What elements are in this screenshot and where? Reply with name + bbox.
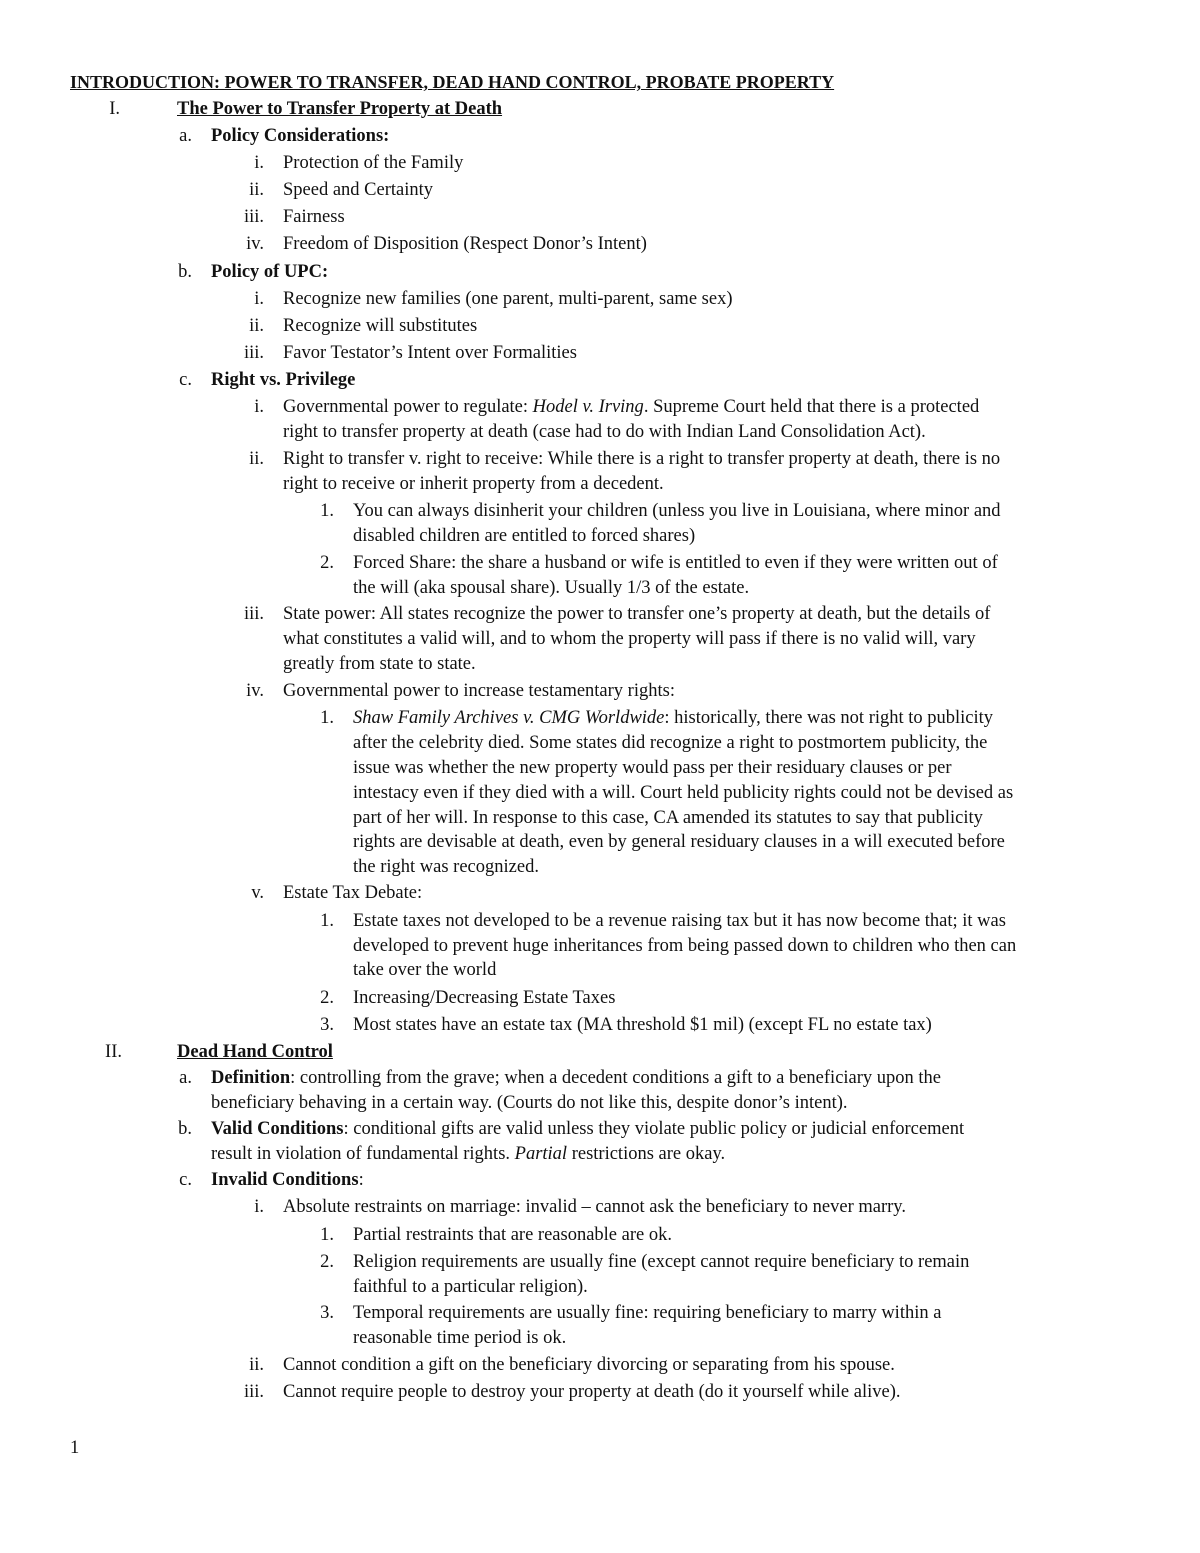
item-marker: i. xyxy=(254,397,264,417)
list-item-line: disabled children are entitled to forced shares) xyxy=(353,526,696,546)
list-item: Speed and Certainty xyxy=(283,180,434,200)
list-item-line: reasonable time period is ok. xyxy=(353,1328,567,1348)
list-item-line: the will (aka spousal share). Usually 1/3 of the estate. xyxy=(353,578,750,598)
item-marker: 2. xyxy=(320,988,334,1008)
list-item-line: result in violation of fundamental rights. Partial restrictions are okay. xyxy=(211,1144,726,1164)
page-number: 1 xyxy=(70,1438,80,1458)
case-name: Hodel v. Irving xyxy=(532,397,644,417)
list-item-line: take over the world xyxy=(353,960,497,980)
subsection-heading: Policy Considerations: xyxy=(211,126,390,146)
list-item-line: You can always disinherit your children (unless you live in Louisiana, where minor and xyxy=(353,501,1001,521)
list-item-line: Religion requirements are usually fine (except cannot require beneficiary to remain xyxy=(353,1252,970,1272)
item-marker: 2. xyxy=(320,553,334,573)
list-item-line: right to transfer property at death (case had to do with Indian Land Consolidation Act). xyxy=(283,422,926,442)
list-item-line: Cannot condition a gift on the beneficiary divorcing or separating from his spouse. xyxy=(283,1355,895,1375)
list-item: Freedom of Disposition (Respect Donor’s Intent) xyxy=(283,234,647,254)
subsection-heading: Policy of UPC: xyxy=(211,262,329,282)
list-item-line: after the celebrity died. Some states did recognize a right to postmortem publicity, the xyxy=(353,733,988,753)
section-heading: The Power to Transfer Property at Death xyxy=(177,99,503,119)
list-item-line: Governmental power to regulate: Hodel v. Irving. Supreme Court held that there is a protected xyxy=(283,397,980,417)
list-item-line: right to receive or inherit property from a decedent. xyxy=(283,474,664,494)
item-marker: 3. xyxy=(320,1015,334,1035)
list-item-line: beneficiary behaving in a certain way. (Courts do not like this, despite donor’s intent). xyxy=(211,1093,848,1113)
list-item: Recognize new families (one parent, multi-parent, same sex) xyxy=(283,289,733,309)
item-marker: ii. xyxy=(249,449,264,469)
item-marker: 2. xyxy=(320,1252,334,1272)
list-item-line: Temporal requirements are usually fine: requiring beneficiary to marry within a xyxy=(353,1303,942,1323)
item-marker: iii. xyxy=(243,604,264,624)
list-item-line: Absolute restraints on marriage: invalid – cannot ask the beneficiary to never marry. xyxy=(283,1197,906,1217)
list-item-line: greatly from state to state. xyxy=(283,654,476,674)
subsection-marker: c. xyxy=(179,1170,192,1190)
subsection-marker: a. xyxy=(179,1068,192,1088)
item-marker: i. xyxy=(254,1197,264,1217)
list-item-line: Definition: controlling from the grave; when a decedent conditions a gift to a beneficiary upon the xyxy=(211,1068,942,1088)
list-item: Protection of the Family xyxy=(283,153,464,173)
item-marker: 1. xyxy=(320,911,334,931)
list-item-line: Right to transfer v. right to receive: While there is a right to transfer property at death, there is no xyxy=(283,449,1001,469)
list-item-line: Forced Share: the share a husband or wife is entitled to even if they were written out of xyxy=(353,553,998,573)
subsection-marker: b. xyxy=(178,1119,192,1139)
list-item-line: Estate Tax Debate: xyxy=(283,883,423,903)
list-item: Favor Testator’s Intent over Formalities xyxy=(283,343,577,363)
item-marker: ii. xyxy=(249,180,264,200)
list-item-line: Most states have an estate tax (MA threshold $1 mil) (except FL no estate tax) xyxy=(353,1015,932,1035)
subsection-heading: Right vs. Privilege xyxy=(211,370,356,390)
list-item-line: faithful to a particular religion). xyxy=(353,1277,588,1297)
list-item-line: part of her will. In response to this case, CA amended its statutes to say that publicity xyxy=(353,808,983,828)
item-marker: iv. xyxy=(246,681,264,701)
list-item-line: Invalid Conditions: xyxy=(211,1170,364,1190)
list-item-line: issue was whether the new property would pass per their residuary clauses or per xyxy=(353,758,952,778)
item-marker: 3. xyxy=(320,1303,334,1323)
section-marker: II. xyxy=(105,1042,122,1062)
item-marker: ii. xyxy=(249,316,264,336)
list-item-line: Partial restraints that are reasonable are ok. xyxy=(353,1225,672,1245)
term: Invalid Conditions xyxy=(211,1170,359,1190)
item-marker: iii. xyxy=(243,1382,264,1402)
subsection-marker: c. xyxy=(179,370,192,390)
section-marker: I. xyxy=(109,99,120,119)
term: Definition xyxy=(211,1068,291,1088)
list-item-line: intestacy even if they died with a will. Court held publicity rights could not be devised as xyxy=(353,783,1014,803)
subsection-marker: b. xyxy=(178,262,192,282)
item-marker: 1. xyxy=(320,1225,334,1245)
list-item-line: Increasing/Decreasing Estate Taxes xyxy=(353,988,616,1008)
list-item-line: the right was recognized. xyxy=(353,857,539,877)
list-item-line: Governmental power to increase testamentary rights: xyxy=(283,681,675,701)
list-item-line: State power: All states recognize the power to transfer one’s property at death, but the details of xyxy=(283,604,991,624)
list-item-line: Estate taxes not developed to be a revenue raising tax but it has now become that; it was xyxy=(353,911,1006,931)
section-heading: Dead Hand Control xyxy=(177,1042,333,1062)
item-marker: iii. xyxy=(243,207,264,227)
list-item-line: Valid Conditions: conditional gifts are valid unless they violate public policy or judicial enforcement xyxy=(211,1119,965,1139)
list-item-line: what constitutes a valid will, and to whom the property will pass if there is no valid will, vary xyxy=(283,629,976,649)
term: Valid Conditions xyxy=(211,1119,344,1139)
item-marker: v. xyxy=(251,883,264,903)
list-item: Fairness xyxy=(283,207,345,227)
document-title: INTRODUCTION: POWER TO TRANSFER, DEAD HAND CONTROL, PROBATE PROPERTY xyxy=(70,72,835,92)
item-marker: iii. xyxy=(243,343,264,363)
item-marker: 1. xyxy=(320,708,334,728)
list-item-line: developed to prevent huge inheritances from being passed down to children who then can xyxy=(353,936,1017,956)
item-marker: 1. xyxy=(320,501,334,521)
list-item-line: Cannot require people to destroy your property at death (do it yourself while alive). xyxy=(283,1382,901,1402)
item-marker: ii. xyxy=(249,1355,264,1375)
list-item-line: Shaw Family Archives v. CMG Worldwide: historically, there was not right to publicity xyxy=(353,708,994,728)
item-marker: i. xyxy=(254,153,264,173)
item-marker: i. xyxy=(254,289,264,309)
item-marker: iv. xyxy=(246,234,264,254)
case-name: Shaw Family Archives v. CMG Worldwide xyxy=(353,708,665,728)
list-item-line: rights are devisable at death, even by general residuary clauses in a will executed before xyxy=(353,832,1005,852)
subsection-marker: a. xyxy=(179,126,192,146)
list-item: Recognize will substitutes xyxy=(283,316,478,336)
